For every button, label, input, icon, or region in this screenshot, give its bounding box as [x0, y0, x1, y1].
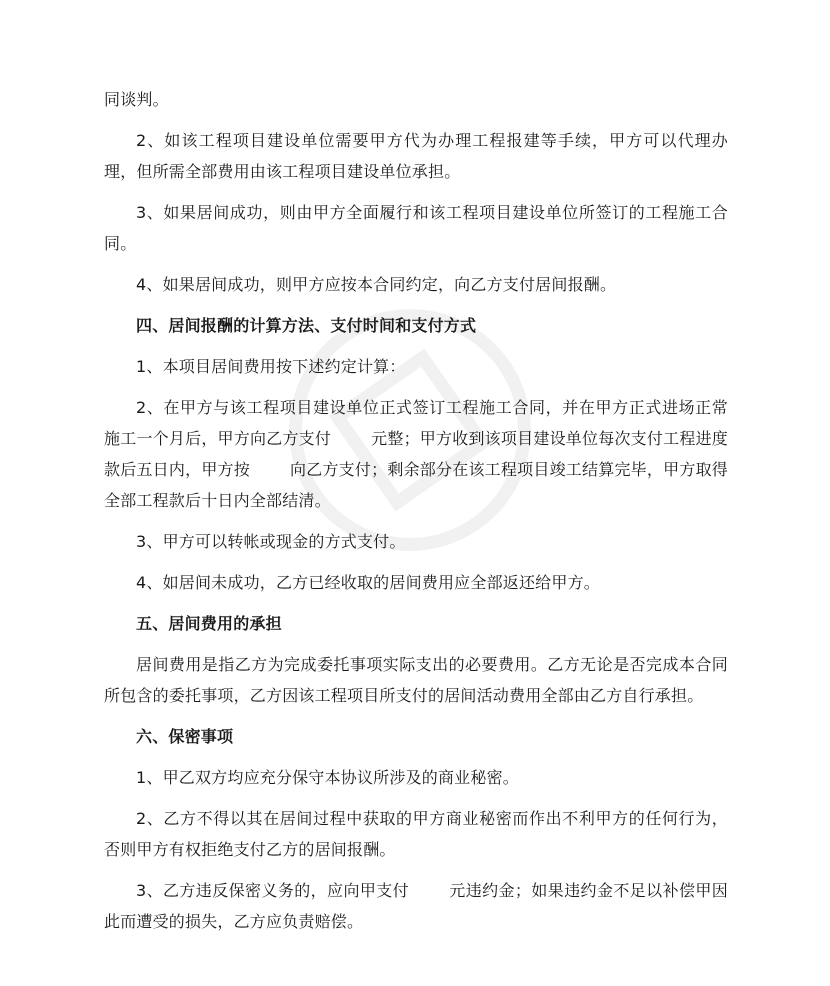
- fee-2-part-a: 2、在甲方与该工程项目建设单位正式签订工程施工合同，并在甲方正式进场正常施工一个月后，甲方向乙方支付: [104, 398, 728, 448]
- paragraph-cost: 居间费用是指乙方为完成委托事项实际支出的必要费用。乙方无论是否完成本合同所包含的委托事项，乙方因该工程项目所支付的居间活动费用全部由乙方自行承担。: [104, 655, 728, 705]
- secret-3-part-a: 3、乙方违反保密义务的，应向甲支付: [136, 881, 410, 900]
- section-heading-5: 五、居间费用的承担: [136, 614, 282, 633]
- paragraph-clause-4: 4、如果居间成功，则甲方应按本合同约定，向乙方支付居间报酬。: [136, 275, 617, 294]
- secret-3-part-b: 元违约金；如果违约金不足以补偿甲因此而遭受的损失，乙方应负责赔偿。: [104, 881, 728, 931]
- section-heading-6: 六、保密事项: [136, 727, 234, 746]
- paragraph-secret-1: 1、甲乙双方均应充分保守本协议所涉及的商业秘密。: [136, 768, 519, 787]
- document-body: [104, 84, 728, 937]
- paragraph-clause-3: 3、如果居间成功，则由甲方全面履行和该工程项目建设单位所签订的工程施工合同。: [104, 203, 728, 253]
- paragraph-secret-2: 2、乙方不得以其在居间过程中获取的甲方商业秘密而作出不利甲方的任何行为，否则甲方有权拒绝支付乙方的居间报酬。: [104, 809, 728, 859]
- paragraph-fee-3: 3、甲方可以转帐或现金的方式支付。: [136, 532, 406, 551]
- fee-2-part-c: 向乙方支付；剩余部分在该工程项目竣工结算完毕，甲方取得全部工程款后十日内全部结清。: [104, 460, 728, 510]
- fee-2-part-b: 元整；甲方收到该项目建设单位每次支付工程进度款后五日内，甲方按: [104, 429, 728, 479]
- paragraph-fee-1: 1、本项目居间费用按下述约定计算：: [136, 357, 406, 376]
- paragraph-continuation: 同谈判。: [104, 90, 169, 109]
- paragraph-secret-3: [104, 875, 728, 937]
- paragraph-fee-2: [104, 392, 728, 516]
- section-heading-4: 四、居间报酬的计算方法、支付时间和支付方式: [136, 316, 477, 335]
- paragraph-clause-2: 2、如该工程项目建设单位需要甲方代为办理工程报建等手续，甲方可以代理办理，但所需全部费用由该工程项目建设单位承担。: [104, 131, 728, 181]
- paragraph-fee-4: 4、如居间未成功，乙方已经收取的居间费用应全部返还给甲方。: [136, 573, 600, 592]
